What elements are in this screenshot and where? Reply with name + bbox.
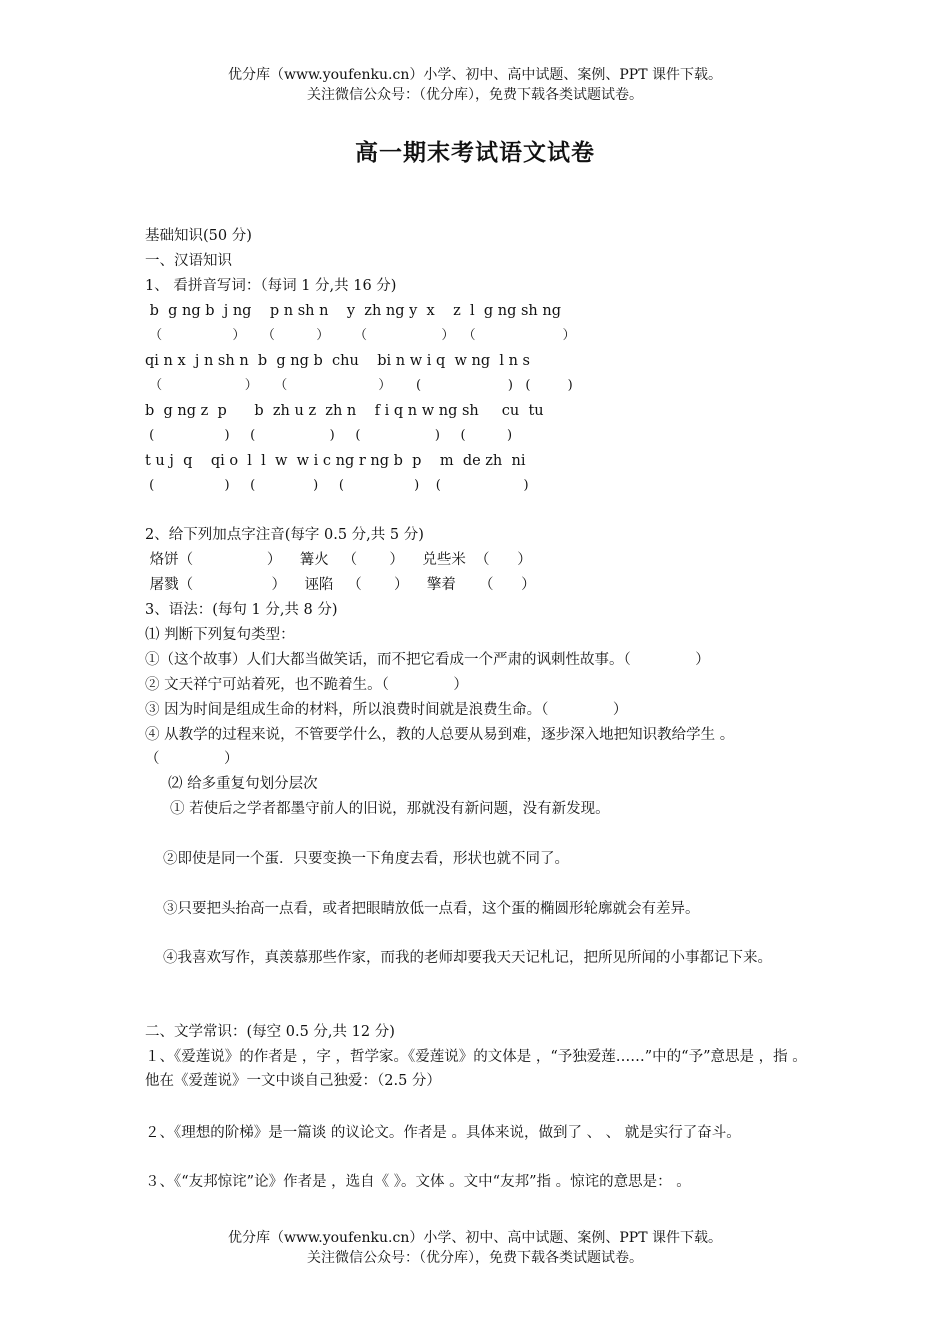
pinyin-row-2: qi n x j n sh n b g ng b chu bi n w i q w ng l n s xyxy=(145,353,530,369)
literature-item-1: １、《爱莲说》的作者是 ，字 ，哲学家。《爱莲说》的文体是 ，“予独爱莲……”中的“予”意思是 ，指 。他在《爱莲说》一文中谈自己独爱：（2.5 分） xyxy=(145,1049,807,1089)
literature-item-2: ２、《理想的阶梯》是一篇谈 的议论文。作者是 。具体来说，做到了 、 、 就是实行了奋斗。 xyxy=(145,1125,741,1141)
answer-blanks-row-2: （ ） （ ） ( ) ( ) xyxy=(145,378,573,393)
section-basic-knowledge: 基础知识(50 分) xyxy=(145,228,252,244)
question-3-sub-2: ⑵ 给多重复句划分层次 xyxy=(168,776,318,792)
pinyin-row-1: b g ng b j ng p n sh n y zh ng y x z l g ng sh ng xyxy=(145,303,561,319)
answer-blanks-row-4: ( ) ( ) ( ) ( ) xyxy=(145,478,529,493)
sentence-2: ② 文天祥宁可站着死，也不跪着生。（ ） xyxy=(145,677,468,693)
footer-line-2: 关注微信公众号：（优分库），免费下载各类试题试卷。 xyxy=(307,1250,643,1266)
multi-clause-4: ④我喜欢写作，真羡慕那些作家，而我的老师却要我天天记札记，把所见所闻的小事都记下来。 xyxy=(163,950,772,966)
multi-clause-2: ②即使是同一个蛋．只要变换一下角度去看，形状也就不同了。 xyxy=(163,851,569,867)
question-1-heading: 1、 看拼音写词：（每词 1 分,共 16 分) xyxy=(145,278,397,294)
answer-blanks-row-1: （ ） （ ） （ ） （ ） xyxy=(145,328,576,343)
header-line-1: 优分库（www.youfenku.cn）小学、初中、高中试题、案例、PPT 课件下载。 xyxy=(227,67,722,83)
multi-clause-3: ③只要把头抬高一点看，或者把眼睛放低一点看，这个蛋的椭圆形轮廓就会有差异。 xyxy=(163,901,700,917)
answer-blanks-row-3: ( ) ( ) ( ) ( ) xyxy=(145,428,513,443)
question-2-heading: 2、给下列加点字注音(每字 0.5 分,共 5 分) xyxy=(145,527,424,543)
sentence-4: ④ 从教学的过程来说，不管要学什么，教的人总要从易到难，逐步深入地把知识教给学生 。 xyxy=(145,727,735,743)
sentence-1: ①（这个故事）人们大都当做笑话，而不把它看成一个严肃的讽刺性故事。（ ） xyxy=(145,652,710,668)
part-one-heading: 一、汉语知识 xyxy=(145,253,232,269)
question-3-sub-1: ⑴ 判断下列复句类型： xyxy=(145,627,295,643)
page-title: 高一期末考试语文试卷 xyxy=(355,139,595,166)
sentence-4-blank: （ ） xyxy=(145,751,239,767)
question-3-heading: 3、语法：(每句 1 分,共 8 分) xyxy=(145,602,338,618)
pinyin-row-4: t u j q qi o l l w w i c ng r ng b p m de zh ni xyxy=(145,453,526,469)
part-two-heading: 二、文学常识：(每空 0.5 分,共 12 分) xyxy=(145,1024,395,1040)
footer-line-1: 优分库（www.youfenku.cn）小学、初中、高中试题、案例、PPT 课件下载。 xyxy=(227,1230,722,1246)
question-2-row-2: 屠戮（ ） 诬陷 （ ） 擎着 （ ） xyxy=(145,577,536,593)
header-line-2: 关注微信公众号：（优分库），免费下载各类试题试卷。 xyxy=(307,87,643,103)
literature-item-3: ３、《“友邦惊诧”论》作者是 ，选自《 》。文体 。文中“友邦”指 。惊诧的意思是： 。 xyxy=(145,1174,691,1190)
multi-clause-1: ① 若使后之学者都墨守前人的旧说，那就没有新问题，没有新发现。 xyxy=(170,801,610,817)
pinyin-row-3: b g ng z p b zh u z zh n f i q n w ng sh cu tu xyxy=(145,403,544,419)
sentence-3: ③ 因为时间是组成生命的材料，所以浪费时间就是浪费生命。（ ） xyxy=(145,702,628,718)
question-2-row-1: 烙饼（ ） 篝火 （ ） 兑些米 （ ） xyxy=(145,552,532,568)
